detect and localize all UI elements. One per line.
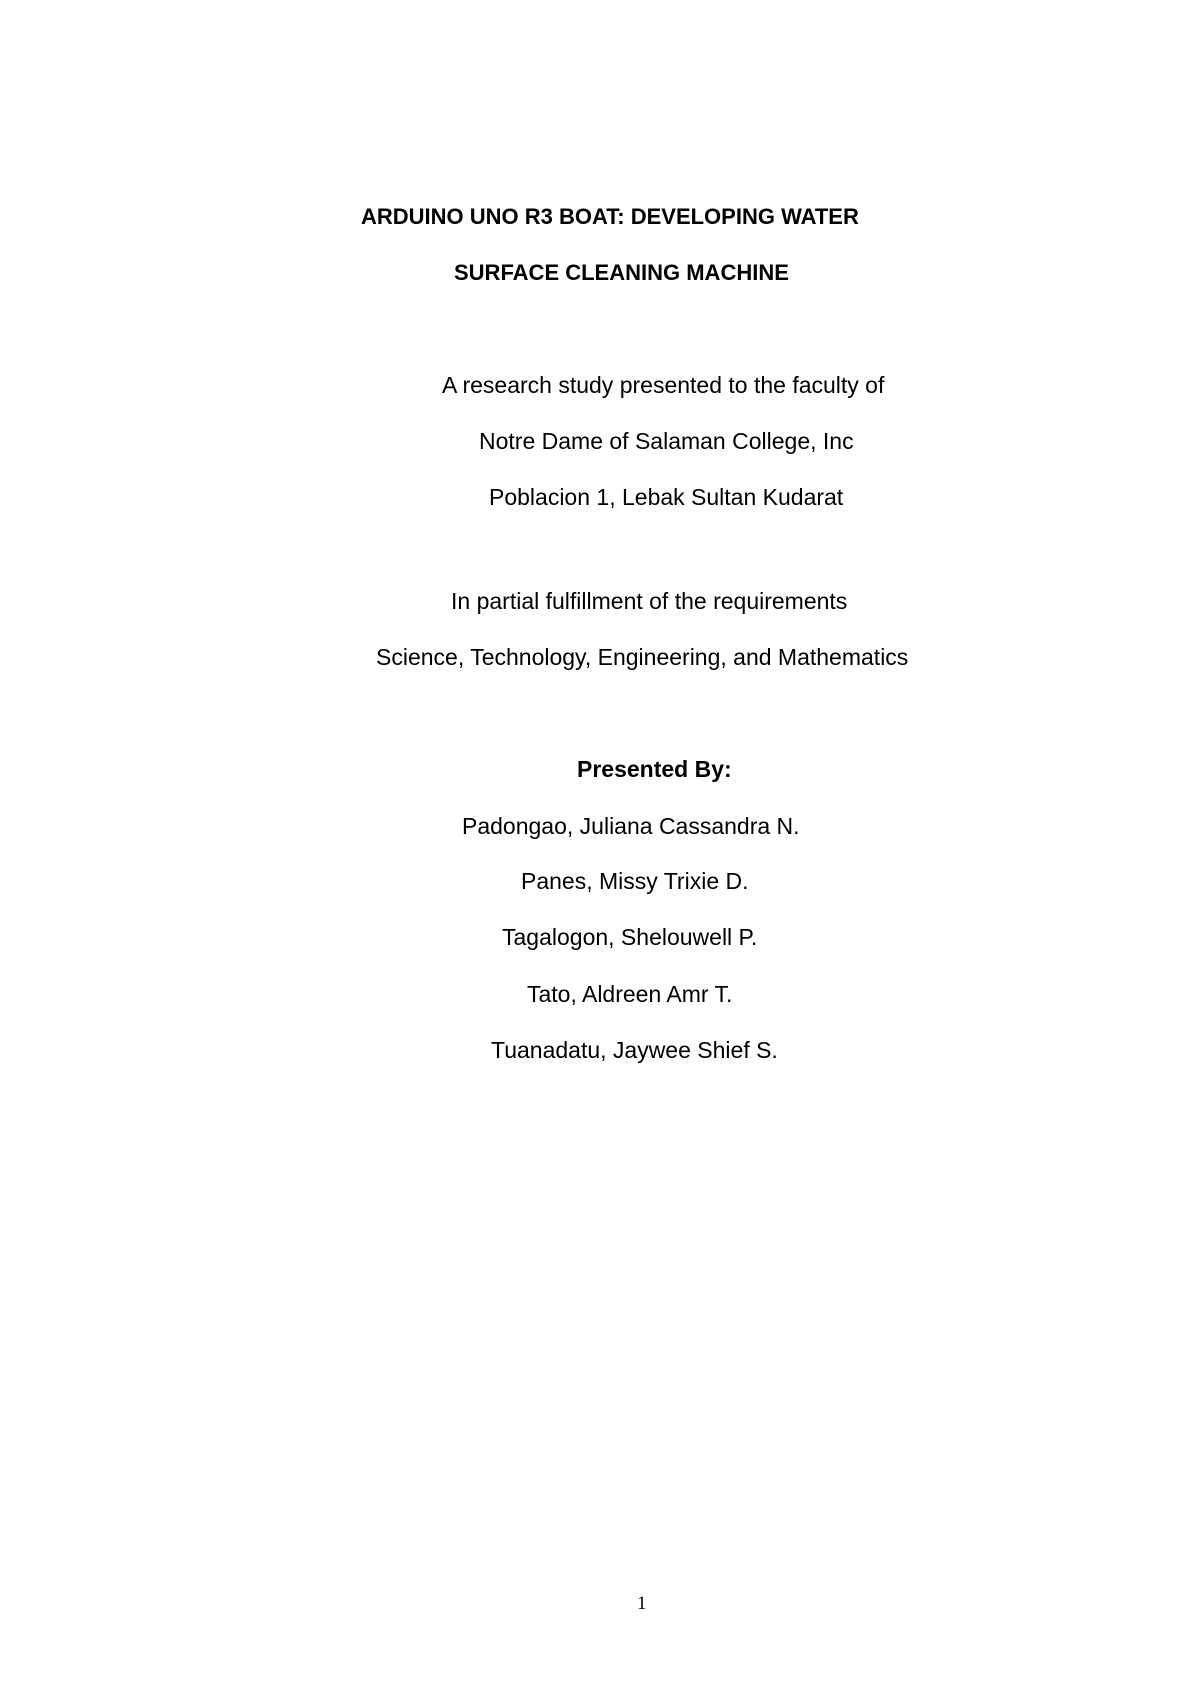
presenter-name: Tuanadatu, Jaywee Shief S.: [491, 1037, 778, 1063]
title-line-1: ARDUINO UNO R3 BOAT: DEVELOPING WATER: [361, 204, 859, 229]
presentation-line-1: A research study presented to the faculty of: [442, 372, 885, 398]
institution-name: Notre Dame of Salaman College, Inc: [479, 428, 854, 454]
presented-by-heading: Presented By:: [577, 756, 732, 782]
fulfillment-line-1: In partial fulfillment of the requirements: [451, 588, 848, 614]
institution-address: Poblacion 1, Lebak Sultan Kudarat: [489, 484, 844, 510]
presenter-name: Tagalogon, Shelouwell P.: [502, 924, 758, 950]
presenter-name: Panes, Missy Trixie D.: [521, 868, 749, 894]
page-number: 1: [637, 1593, 647, 1614]
presenter-name: Padongao, Juliana Cassandra N.: [462, 813, 800, 839]
fulfillment-line-2: Science, Technology, Engineering, and Mathematics: [376, 644, 909, 670]
presenter-name: Tato, Aldreen Amr T.: [527, 981, 733, 1007]
title-line-2: SURFACE CLEANING MACHINE: [454, 260, 789, 285]
